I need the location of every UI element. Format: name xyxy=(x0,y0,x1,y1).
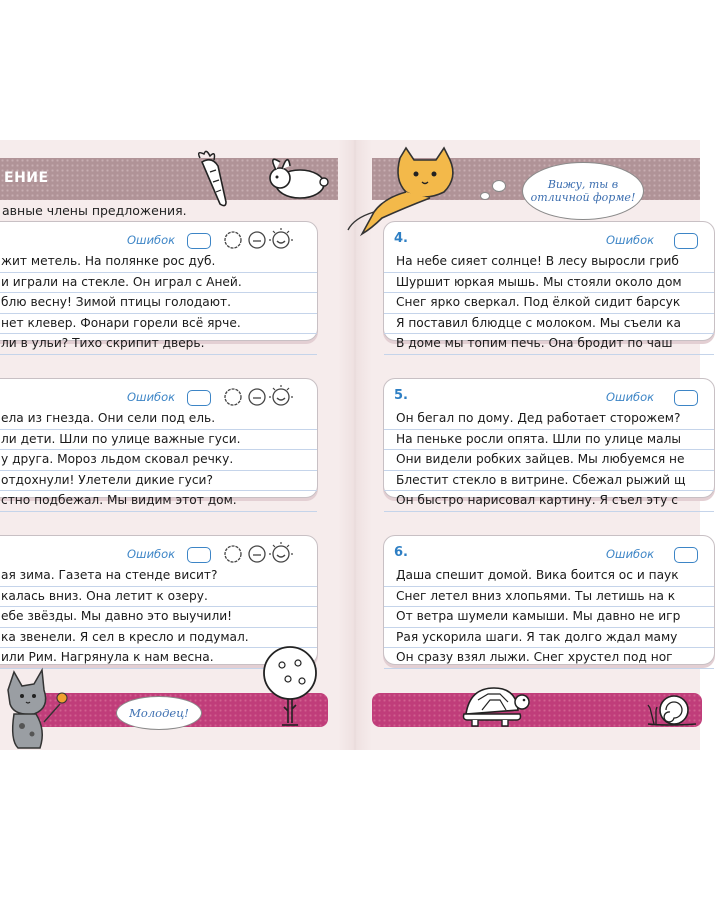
sentence-line: нет клевер. Фонари горели всё ярче. xyxy=(0,314,317,335)
bubble-tail-dot xyxy=(480,192,490,200)
errors-label: Ошибок xyxy=(127,390,176,404)
workbook-spread xyxy=(0,140,700,750)
turtle-icon xyxy=(460,680,530,730)
sentence-line: отдохнули! Улетели дикие гуси? xyxy=(0,471,317,492)
errors-label: Ошибок xyxy=(606,233,655,247)
errors-count-field[interactable] xyxy=(674,233,698,249)
errors-label: Ошибок xyxy=(606,547,655,561)
card-header xyxy=(384,542,714,564)
errors-label: Ошибок xyxy=(127,233,176,247)
sentence-line: Он быстро нарисовал картину. Я съел эту с xyxy=(384,491,714,512)
exercise-card-1 xyxy=(0,221,318,350)
errors-count-field[interactable] xyxy=(187,233,211,249)
sentence-line: Даша спешит домой. Вика боится ос и паук xyxy=(384,566,714,587)
exercise-card-2 xyxy=(0,378,318,507)
sentence-line: На небе сияет солнце! В лесу выросли гриб xyxy=(384,252,714,273)
rating-faces-icon[interactable] xyxy=(223,385,303,409)
carrot-icon xyxy=(186,150,236,210)
page-title: ЕНИЕ xyxy=(4,170,49,186)
sentence-line: ли дети. Шли по улице важные гуси. xyxy=(0,430,317,451)
sentence-line: Шуршит юркая мышь. Мы стояли около дом xyxy=(384,273,714,294)
card-header xyxy=(0,542,317,564)
sentence-line: ли в ульи? Тихо скрипит дверь. xyxy=(0,334,317,355)
bubble-tail-dot xyxy=(492,180,506,192)
exercise-card-4 xyxy=(383,221,715,350)
exercise-card-6 xyxy=(383,535,715,665)
errors-label: Ошибок xyxy=(127,547,176,561)
exercise-number: 5. xyxy=(394,388,408,403)
sentence-line: ела из гнезда. Они сели под ель. xyxy=(0,409,317,430)
sentence-line: ебе звёзды. Мы давно это выучили! xyxy=(0,607,317,628)
praise-bubble: Молодец! xyxy=(116,696,202,730)
card-header xyxy=(0,385,317,407)
sentence-line: Снег летел вниз хлопьями. Ты летишь на к xyxy=(384,587,714,608)
rabbit-icon xyxy=(262,152,332,202)
sentence-line: Рая ускорила шаги. Я так долго ждал маму xyxy=(384,628,714,649)
sentence-line: жит метель. На полянке рос дуб. xyxy=(0,252,317,273)
sentence-line: у друга. Мороз льдом сковал речку. xyxy=(0,450,317,471)
exercise-number: 6. xyxy=(394,545,408,560)
sentence-line: блю весну! Зимой птицы голодают. xyxy=(0,293,317,314)
exercise-number: 4. xyxy=(394,231,408,246)
sentence-line: На пеньке росли опята. Шли по улице малы xyxy=(384,430,714,451)
sentence-line: калась вниз. Она летит к озеру. xyxy=(0,587,317,608)
card-header xyxy=(384,228,714,250)
sentence-line: В доме мы топим печь. Она бродит по чаш xyxy=(384,334,714,355)
card-header xyxy=(384,385,714,407)
exercise-card-5 xyxy=(383,378,715,507)
rating-faces-icon[interactable] xyxy=(223,542,303,566)
errors-count-field[interactable] xyxy=(187,547,211,563)
sentence-line: и играли на стекле. Он играл с Аней. xyxy=(0,273,317,294)
errors-label: Ошибок xyxy=(606,390,655,404)
sentence-line: От ветра шумели камыши. Мы давно не игр xyxy=(384,607,714,628)
exercise-instruction: авные члены предложения. xyxy=(2,203,187,218)
sentence-line: или Рим. Нагрянула к нам весна. xyxy=(0,648,317,669)
sentence-line: Я поставил блюдце с молоком. Мы съели ка xyxy=(384,314,714,335)
sentence-line: Он сразу взял лыжи. Снег хрустел под ног xyxy=(384,648,714,669)
sentence-line: Он бегал по дому. Дед работает сторожем? xyxy=(384,409,714,430)
snail-icon xyxy=(646,690,700,730)
sentence-line: ка звенели. Я сел в кресло и подумал. xyxy=(0,628,317,649)
sentence-line: ая зима. Газета на стенде висит? xyxy=(0,566,317,587)
errors-count-field[interactable] xyxy=(674,390,698,406)
card-header xyxy=(0,228,317,250)
sentence-line: Блестит стекло в витрине. Сбежал рыжий щ xyxy=(384,471,714,492)
tree-icon xyxy=(258,645,322,735)
sentence-line: Снег ярко сверкал. Под ёлкой сидит барсук xyxy=(384,293,714,314)
errors-count-field[interactable] xyxy=(674,547,698,563)
encouragement-bubble: Вижу, ты в отличной форме! xyxy=(522,162,644,220)
rating-faces-icon[interactable] xyxy=(223,228,303,252)
errors-count-field[interactable] xyxy=(187,390,211,406)
cat-icon xyxy=(0,660,70,750)
sentence-line: стно подбежал. Мы видим этот дом. xyxy=(0,491,317,512)
sentence-line: Они видели робких зайцев. Мы любуемся не xyxy=(384,450,714,471)
